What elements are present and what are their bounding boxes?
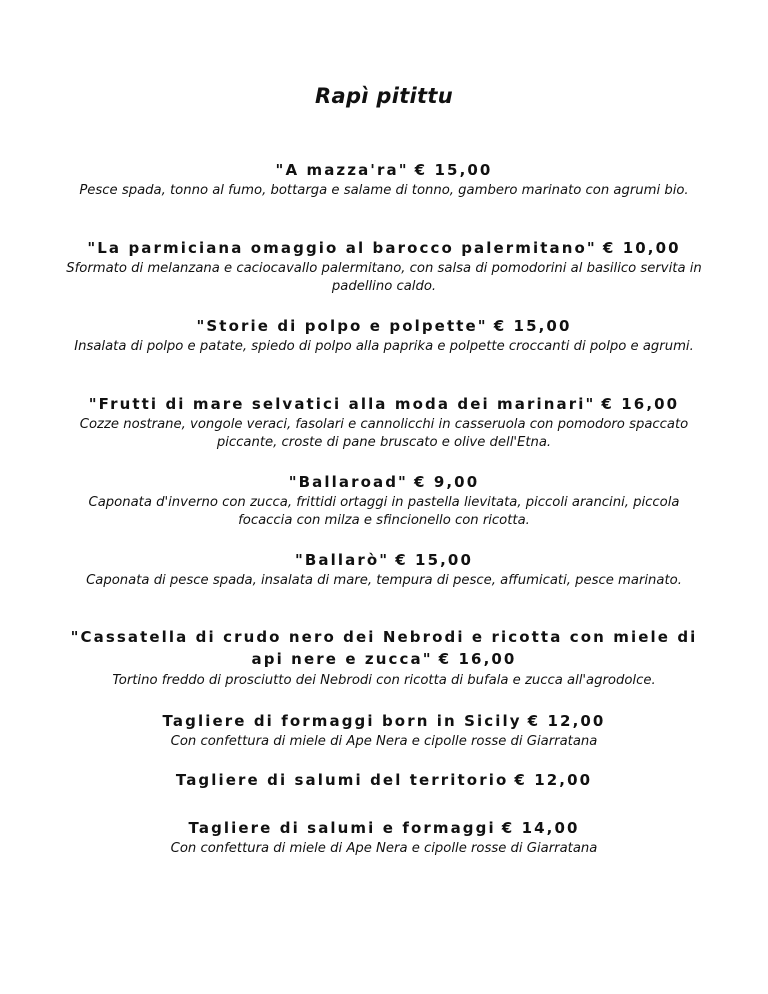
menu-item [60,818,708,858]
item-description: Tortino freddo di prosciutto dei Nebrodi con ricotta di bufala e zucca all'agrodolce. [112,673,656,688]
item-description: Cozze nostrane, vongole veraci, fasolari e cannolicchi in casseruola con pomodoro spaccato piccante, croste di pane bruscato e olive dell'Etna. [79,417,689,450]
item-heading [60,316,708,336]
item-name: "A mazza'ra" [275,161,409,179]
menu-item [60,160,708,200]
item-heading [60,238,708,258]
item-price: € 10,00 [602,239,681,257]
item-price: € 16,00 [601,395,680,413]
item-description: Con confettura di miele di Ape Nera e cipolle rosse di Giarratana [170,841,598,856]
menu-item [60,626,708,690]
item-heading [60,394,708,414]
item-name: "Cassatella di crudo nero dei Nebrodi e ricotta con miele di api nere e zucca" [70,628,698,668]
item-heading [60,160,708,180]
item-name: "Ballaroad" [288,473,408,491]
item-description: Con confettura di miele di Ape Nera e cipolle rosse di Giarratana [170,734,598,749]
item-price: € 12,00 [514,771,593,789]
item-price: € 15,00 [414,161,493,179]
item-name: Tagliere di formaggi born in Sicily [162,712,522,730]
item-price: € 9,00 [413,473,480,491]
item-heading [60,472,708,492]
menu-item [60,472,708,530]
item-price: € 12,00 [527,712,606,730]
item-name: "Frutti di mare selvatici alla moda dei marinari" [88,395,596,413]
menu-item [60,550,708,590]
item-price: € 15,00 [493,317,572,335]
item-heading [60,711,708,731]
menu-item [60,394,708,452]
menu-item [60,711,708,751]
menu-item [60,238,708,296]
item-name: "Storie di polpo e polpette" [196,317,488,335]
item-name: Tagliere di salumi del territorio [175,771,509,789]
menu-item [60,316,708,356]
item-heading [60,770,708,790]
item-description: Insalata di polpo e patate, spiedo di polpo alla paprika e polpette croccanti di polpo e agrumi. [74,339,694,354]
item-description: Caponata di pesce spada, insalata di mare, tempura di pesce, affumicati, pesce marinato. [86,573,682,588]
item-name: "La parmiciana omaggio al barocco palermitano" [87,239,597,257]
item-heading [60,818,708,838]
item-price: € 14,00 [501,819,580,837]
item-price: € 15,00 [395,551,473,569]
item-description: Caponata d'inverno con zucca, frittidi ortaggi in pastella lievitata, piccoli arancini, piccola focaccia con milza e sfincionello con ricotta. [88,495,680,528]
item-price: € 16,00 [438,650,517,668]
item-description: Sformato di melanzana e caciocavallo palermitano, con salsa di pomodorini al basilico servita in padellino caldo. [66,261,702,294]
item-heading [60,626,708,670]
item-heading [60,550,708,570]
item-description: Pesce spada, tonno al fumo, bottarga e salame di tonno, gambero marinato con agrumi bio. [79,183,689,198]
menu-title: Rapì pitittu [315,84,453,108]
menu-item [60,770,708,790]
item-name: Tagliere di salumi e formaggi [188,819,496,837]
item-name: "Ballarò" [294,551,390,569]
